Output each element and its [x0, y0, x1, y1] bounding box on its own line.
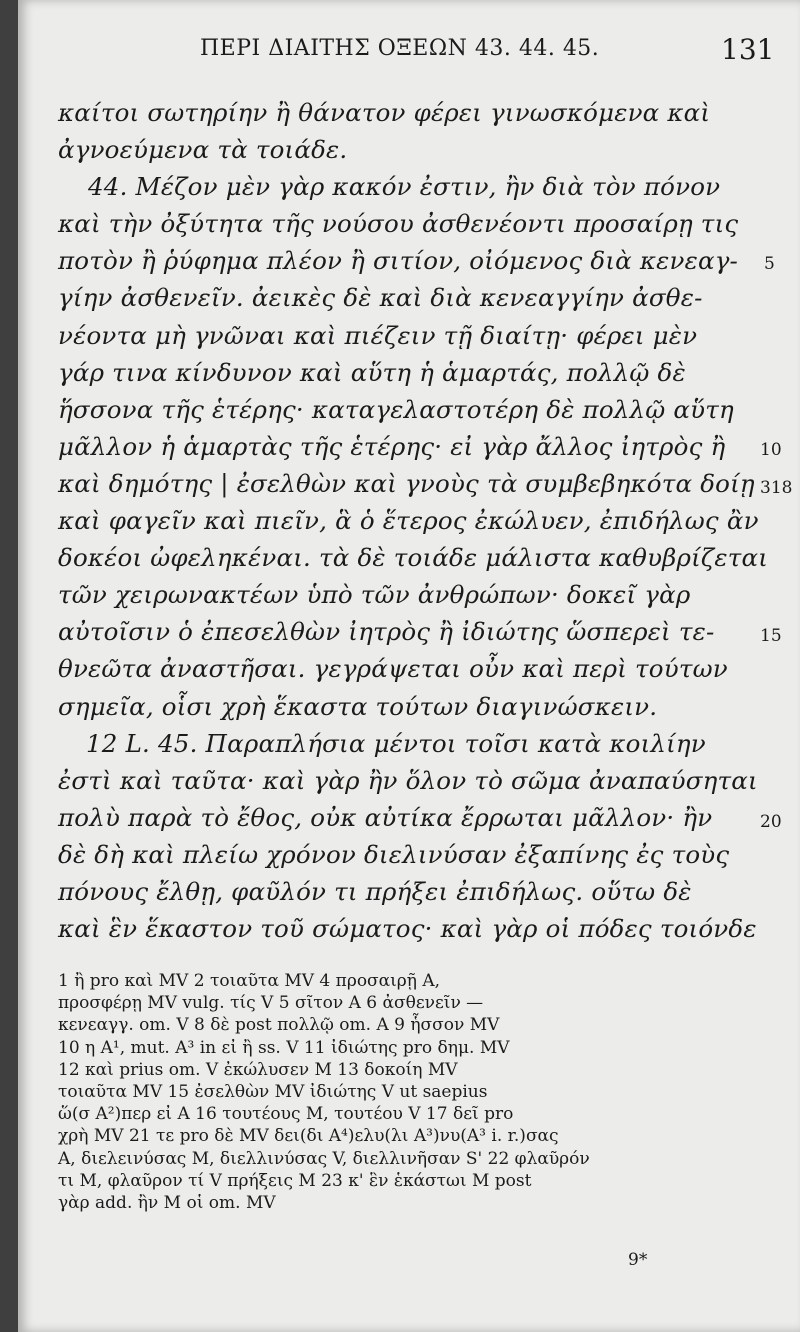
footnote-line: τι M, φλαῦρον τί V πρήξεις M 23 κ' ἓν ἑκάστωι M post [58, 1170, 532, 1191]
page-number: 131 [721, 33, 775, 66]
footnote-line: 12 καὶ prius om. V ἐκώλυσεν M 13 δοκοίη MV [58, 1059, 458, 1080]
running-head: ΠΕΡΙ ΔΙΑΙΤΗΣ ΟΞΕΩΝ 43. 44. 45. [200, 36, 600, 61]
page-reference-318: 318 [760, 478, 793, 498]
text-line: καὶ φαγεῖν καὶ πιεῖν, ἃ ὁ ἕτερος ἐκώλυεν, ἐπιδήλως ἂν [58, 506, 759, 536]
text-line: σημεῖα, οἷσι χρὴ ἕκαστα τούτων διαγινώσκειν. [58, 691, 658, 721]
text-line: γίην ἀσθενεῖν. ἀεικὲς δὲ καὶ διὰ κενεαγγίην ἀσθε- [58, 283, 703, 313]
text-line: ποτὸν ἢ ῥύφημα πλέον ἢ σιτίον, οἰόμενος διὰ κενεαγ- [58, 246, 739, 276]
text-line: δοκέοι ὠφεληκέναι. τὰ δὲ τοιάδε μάλιστα καθυβρίζεται [58, 543, 769, 573]
text-line: δὲ δὴ καὶ πλείω χρόνον διελινύσαν ἐξαπίνης ἐς τοὺς [58, 839, 730, 869]
text-line: πολὺ παρὰ τὸ ἔθος, οὐκ αὐτίκα ἔρρωται μᾶλλον· ἢν [58, 802, 713, 832]
text-line: καὶ δημότης | ἐσελθὼν καὶ γνοὺς τὰ συμβεβηκότα δοίῃ [58, 468, 755, 498]
text-line: ἐστὶ καὶ ταῦτα· καὶ γὰρ ἢν ὅλον τὸ σῶμα ἀναπαύσηται [58, 765, 758, 795]
text-line: πόνους ἔλθῃ, φαῦλόν τι πρήξει ἐπιδήλως. οὕτω δὲ [58, 876, 692, 906]
footnote-line: ὥ(σ A²)περ εἰ A 16 τουτέους M, τουτέου V 17 δεῖ pro [58, 1104, 514, 1125]
text-line: μᾶλλον ἡ ἁμαρτὰς τῆς ἑτέρης· εἰ γὰρ ἄλλος ἰητρὸς ἢ [58, 431, 726, 461]
critical-apparatus [58, 970, 798, 1214]
main-text [58, 94, 778, 947]
footnote-line: κενεαγγ. om. V 8 δὲ post πολλῷ om. A 9 ἧσσον MV [58, 1015, 500, 1036]
text-line: ἥσσονα τῆς ἑτέρης· καταγελαστοτέρη δὲ πολλῷ αὕτη [58, 394, 734, 424]
footnote-line: τοιαῦτα MV 15 ἐσελθὼν MV ἰδιώτης V ut saepius [58, 1081, 488, 1102]
text-line: νέοντα μὴ γνῶναι καὶ πιέζειν τῇ διαίτῃ· φέρει μὲν [58, 320, 698, 350]
text-line: θνεῶτα ἀναστῆσαι. γεγράψεται οὖν καὶ περὶ τούτων [58, 654, 728, 684]
footnote-line: 1 ἢ pro καὶ MV 2 τοιαῦτα MV 4 προσαιρῇ A, [58, 971, 441, 991]
text-line: 44. Μέζον μὲν γὰρ κακόν ἐστιν, ἢν διὰ τὸν πόνον [88, 172, 721, 202]
footnote-line: 10 η A¹, mut. A³ in εἰ ἢ ss. V 11 ἰδιώτης pro δημ. MV [58, 1037, 510, 1058]
text-line: τῶν χειρωνακτέων ὑπὸ τῶν ἀνθρώπων· δοκεῖ γὰρ [58, 580, 691, 610]
line-number-20: 20 [760, 812, 782, 832]
text-line: καίτοι σωτηρίην ἢ θάνατον φέρει γινωσκόμενα καὶ [58, 98, 711, 127]
line-number-15: 15 [760, 626, 782, 646]
footnote-line: A, διελεινύσας M, διελλινύσας V, διελλινῆσαν S' 22 φλαῦρόν [58, 1148, 590, 1169]
text-line: αὐτοῖσιν ὁ ἐπεσελθὼν ἰητρὸς ἢ ἰδιώτης ὥσπερεὶ τε- [58, 617, 715, 647]
text-line: γάρ τινα κίνδυνον καὶ αὕτη ἡ ἁμαρτάς, πολλῷ δὲ [58, 357, 686, 387]
footnote-line: χρὴ MV 21 τε pro δὲ MV δει(δι A⁴)ελυ(λι A³)νυ(A³ i. r.)σας [58, 1126, 559, 1147]
text-line: καὶ τὴν ὀξύτητα τῆς νούσου ἀσθενέοντι προσαίρῃ τις [58, 209, 739, 239]
text-line: 12 L. 45. Παραπλήσια μέντοι τοῖσι κατὰ κοιλίην [86, 728, 706, 758]
footnote-line: γὰρ add. ἢν M οἱ om. MV [58, 1192, 276, 1213]
text-line: ἀγνοεύμενα τὰ τοιάδε. [58, 135, 348, 165]
book-page [18, 0, 800, 1332]
signature-mark: 9* [628, 1250, 648, 1270]
line-number-10: 10 [760, 440, 782, 460]
text-line: καὶ ἓν ἕκαστον τοῦ σώματος· καὶ γὰρ οἱ πόδες τοιόνδε [58, 914, 757, 944]
line-number-5: 5 [764, 254, 775, 274]
footnote-line: προσφέρῃ MV vulg. τίς V 5 σῖτον A 6 ἀσθενεῖν — [58, 993, 484, 1014]
